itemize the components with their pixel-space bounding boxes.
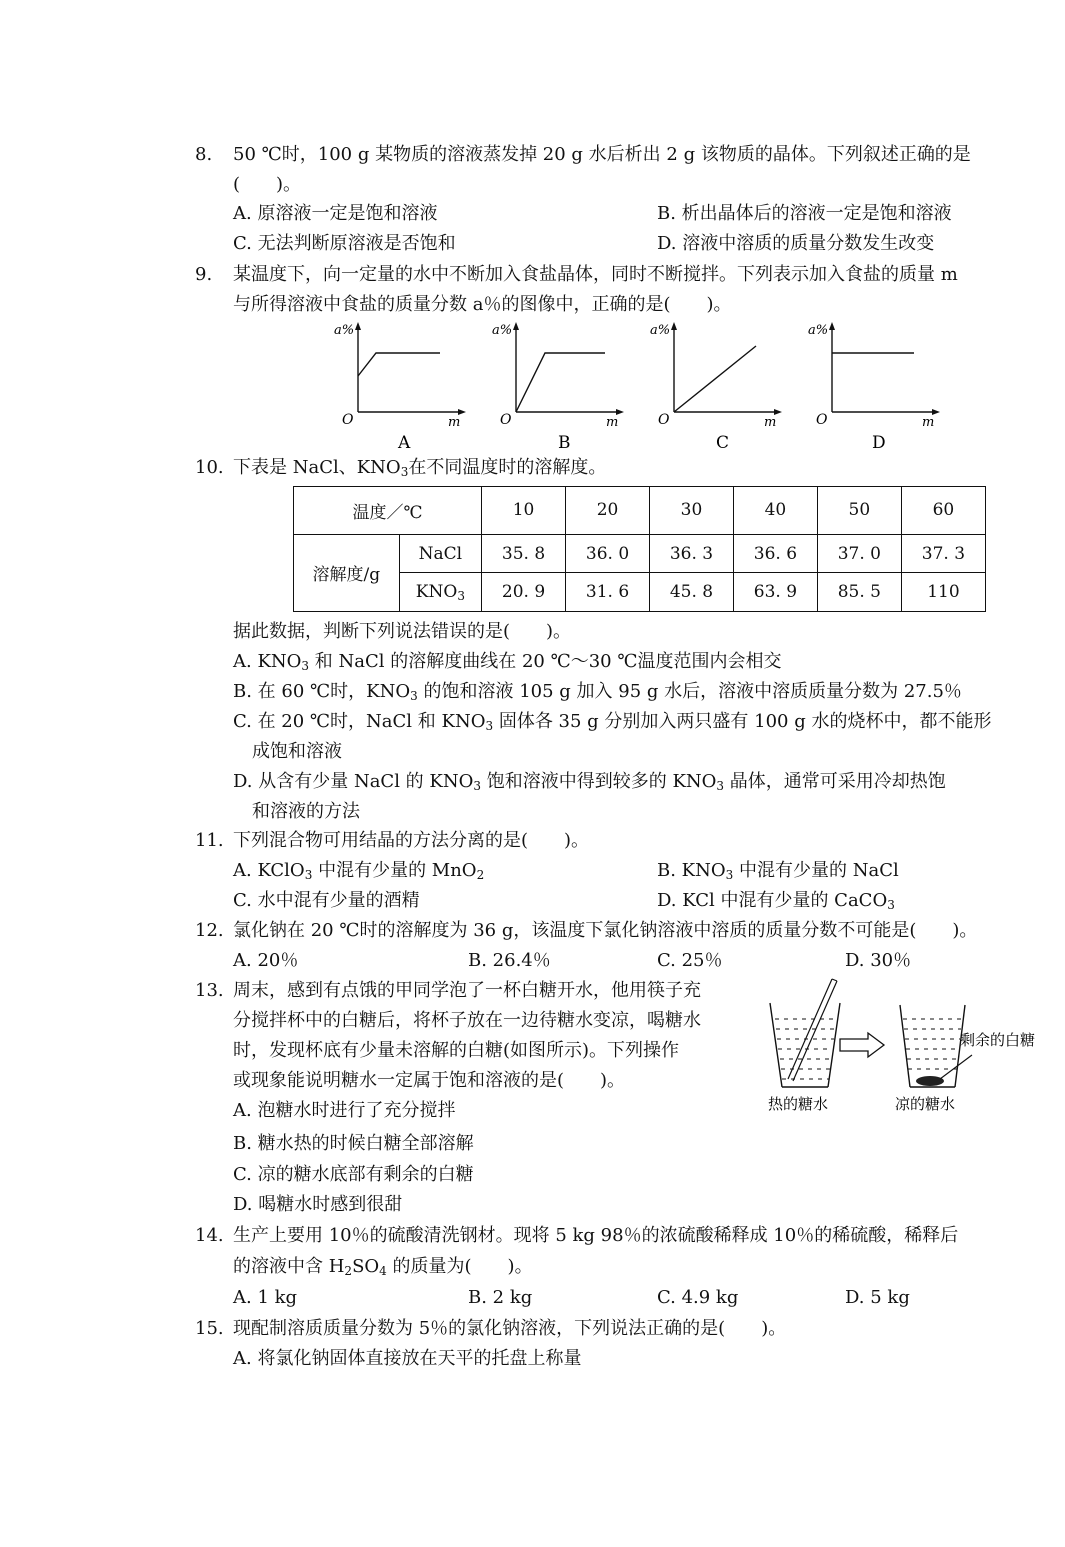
table-cell: 110 bbox=[901, 573, 985, 612]
q13-option-a: A. 泡糖水时进行了充分搅拌 bbox=[233, 1100, 456, 1121]
graph-ylabel: a% bbox=[334, 323, 355, 338]
graph-xlabel: m bbox=[764, 415, 777, 430]
q13-option-d: D. 喝糖水时感到很甜 bbox=[233, 1194, 403, 1215]
q15-stem: 15. 现配制溶质质量分数为 5％的氯化钠溶液，下列说法正确的是( )。 bbox=[195, 1318, 787, 1339]
q12-option-d: D. 30％ bbox=[845, 950, 912, 971]
graph-origin: O bbox=[342, 412, 354, 428]
table-cell: 37. 3 bbox=[901, 534, 985, 573]
q9-stem-cont: 与所得溶液中食盐的质量分数 a％的图像中，正确的是( )。 bbox=[233, 294, 732, 315]
table-cell: 10 bbox=[482, 487, 566, 535]
graph-ylabel: a% bbox=[808, 323, 829, 338]
q9-graph-a bbox=[330, 318, 480, 456]
q13-stem: 13. 周末，感到有点饿的甲同学泡了一杯白糖开水，他用筷子充 bbox=[195, 980, 701, 1001]
table-cell: 50 bbox=[817, 487, 901, 535]
q10-option-d-cont: 和溶液的方法 bbox=[252, 801, 360, 822]
table-row-header: 溶解度/g bbox=[294, 534, 400, 611]
table-temp-header: 温度／℃ bbox=[294, 487, 482, 535]
fig-hot-label: 热的糖水 bbox=[768, 1095, 829, 1113]
q9-stem: 9. 某温度下，向一定量的水中不断加入食盐晶体，同时不断搅拌。下列表示加入食盐的质量 m bbox=[195, 264, 958, 285]
table-cell: 85. 5 bbox=[817, 573, 901, 612]
q10-option-c-cont: 成饱和溶液 bbox=[252, 741, 342, 762]
q13-option-b: B. 糖水热的时候白糖全部溶解 bbox=[233, 1133, 474, 1154]
q11-option-d: D. KCl 中混有少量的 CaCO$_3$ bbox=[657, 890, 895, 912]
q12-stem: 12. 氯化钠在 20 ℃时的溶解度为 36 g，该温度下氯化钠溶液中溶质的质量分数不可能是( )。 bbox=[195, 920, 978, 941]
graph-origin: O bbox=[658, 412, 670, 428]
q13-stem-l3: 时，发现杯底有少量未溶解的白糖(如图所示)。下列操作 bbox=[233, 1040, 680, 1061]
q11-option-c: C. 水中混有少量的酒精 bbox=[233, 890, 420, 911]
table-cell: 30 bbox=[649, 487, 733, 535]
table-cell: 63. 9 bbox=[733, 573, 817, 612]
table-cell: 45. 8 bbox=[649, 573, 733, 612]
graph-xlabel: m bbox=[606, 415, 619, 430]
graph-label: A bbox=[398, 433, 411, 453]
q9-graph-b bbox=[488, 318, 638, 456]
graph-origin: O bbox=[500, 412, 512, 428]
q11-stem: 11. 下列混合物可用结晶的方法分离的是( )。 bbox=[195, 830, 590, 851]
fig-rest-label: 剩余的白糖 bbox=[960, 1031, 1036, 1049]
table-cell: 37. 0 bbox=[817, 534, 901, 573]
graph-ylabel: a% bbox=[492, 323, 513, 338]
q11-option-b: B. $KNO_3$ 中混有少量的 NaCl bbox=[657, 860, 899, 882]
hot-cup-icon bbox=[770, 979, 840, 1087]
graph-xlabel: m bbox=[922, 415, 935, 430]
table-cell: 20. 9 bbox=[482, 573, 566, 612]
q9-graph-c bbox=[646, 318, 796, 456]
q14-option-b: B. 2 kg bbox=[468, 1287, 533, 1308]
table-kno3-label: $KNO_3$ bbox=[399, 573, 481, 612]
q10-option-b: B. 在 60 ℃时，$KNO_3$ 的饱和溶液 105 g 加入 95 g 水后，溶液中溶质质量分数为 27.5％ bbox=[233, 681, 962, 703]
q10-option-c: C. 在 20 ℃时，NaCl 和 $KNO_3$ 固体各 35 g 分别加入两只盛有 100 g 水的烧杯中，都不能形 bbox=[233, 711, 992, 733]
table-row bbox=[294, 534, 986, 573]
table-cell: 20 bbox=[566, 487, 650, 535]
q12-option-c: C. 25％ bbox=[657, 950, 723, 971]
q12-option-a: A. 20％ bbox=[233, 950, 299, 971]
q8-option-b: B. 析出晶体后的溶液一定是饱和溶液 bbox=[657, 203, 952, 224]
q13-option-c: C. 凉的糖水底部有剩余的白糖 bbox=[233, 1164, 474, 1185]
q10-option-d: D. 从含有少量 NaCl 的 $KNO_3$ 饱和溶液中得到较多的 $KNO_3$ 晶体，通常可采用冷却热饱 bbox=[233, 771, 946, 793]
table-cell: 36. 0 bbox=[566, 534, 650, 573]
q8-option-a: A. 原溶液一定是饱和溶液 bbox=[233, 203, 438, 224]
table-cell: 40 bbox=[733, 487, 817, 535]
solubility-table bbox=[293, 486, 986, 612]
q15-option-a: A. 将氯化钠固体直接放在天平的托盘上称量 bbox=[233, 1348, 582, 1369]
arrow-right-icon bbox=[840, 1033, 884, 1057]
graph-label: C bbox=[716, 433, 730, 453]
table-cell: 31. 6 bbox=[566, 573, 650, 612]
q14-option-c: C. 4.9 kg bbox=[657, 1287, 739, 1308]
q13-stem-l4: 或现象能说明糖水一定属于饱和溶液的是( )。 bbox=[233, 1070, 626, 1091]
q10-option-a: A. $KNO_3$ 和 NaCl 的溶解度曲线在 20 ℃～30 ℃温度范围内会相交 bbox=[233, 651, 782, 673]
table-row bbox=[294, 487, 986, 535]
q9-graph-d bbox=[804, 318, 954, 456]
graph-xlabel: m bbox=[448, 415, 461, 430]
graph-label: B bbox=[558, 433, 571, 453]
graph-label: D bbox=[872, 433, 886, 453]
graph-ylabel: a% bbox=[650, 323, 671, 338]
table-nacl-label: NaCl bbox=[399, 534, 481, 573]
table-cell: 60 bbox=[901, 487, 985, 535]
table-cell: 36. 3 bbox=[649, 534, 733, 573]
q12-option-b: B. 26.4％ bbox=[468, 950, 551, 971]
q14-option-d: D. 5 kg bbox=[845, 1287, 910, 1308]
q11-option-a: A. KClO$_3$ 中混有少量的 MnO$_2$ bbox=[233, 860, 485, 882]
q14-stem-cont: 的溶液中含 $H_2SO_4$ 的质量为( )。 bbox=[233, 1256, 533, 1278]
fig-cold-label: 凉的糖水 bbox=[895, 1095, 956, 1113]
q10-after: 据此数据，判断下列说法错误的是( )。 bbox=[233, 621, 572, 642]
table-cell: 35. 8 bbox=[482, 534, 566, 573]
q14-option-a: A. 1 kg bbox=[233, 1287, 298, 1308]
sugar-water-figure bbox=[760, 975, 1055, 1125]
q10-stem: 10. 下表是 NaCl、$KNO_3$在不同温度时的溶解度。 bbox=[195, 457, 607, 479]
q8-option-c: C. 无法判断原溶液是否饱和 bbox=[233, 233, 456, 254]
table-cell: 36. 6 bbox=[733, 534, 817, 573]
q8-stem: 8. 50 ℃时，100 g 某物质的溶液蒸发掉 20 g 水后析出 2 g 该物质的晶体。下列叙述正确的是 bbox=[195, 144, 971, 165]
q13-stem-l2: 分搅拌杯中的白糖后，将杯子放在一边待糖水变凉，喝糖水 bbox=[233, 1010, 701, 1031]
q14-stem: 14. 生产上要用 10％的硫酸清洗钢材。现将 5 kg 98％的浓硫酸稀释成 10％的稀硫酸，稀释后 bbox=[195, 1225, 959, 1246]
q8-stem-cont: ( )。 bbox=[233, 174, 302, 195]
q8-option-d: D. 溶液中溶质的质量分数发生改变 bbox=[657, 233, 935, 254]
graph-origin: O bbox=[816, 412, 828, 428]
